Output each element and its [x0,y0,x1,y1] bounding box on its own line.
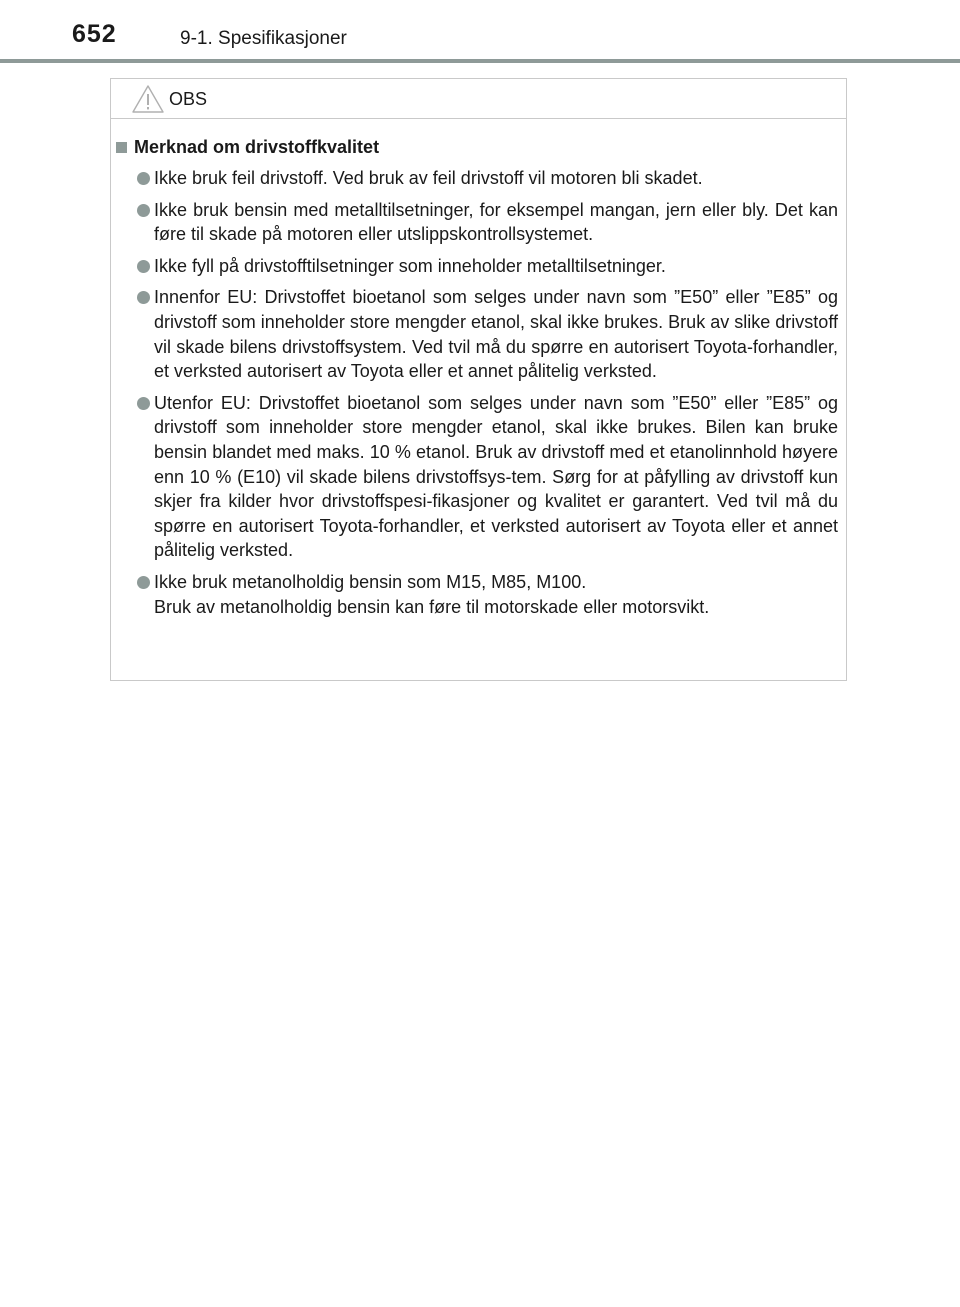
round-bullet-icon [137,576,150,589]
round-bullet-icon [137,291,150,304]
list-item [111,285,846,383]
page-number: 652 [72,20,117,48]
notice-body [111,135,846,619]
list-item [111,198,846,247]
list-item-text: Ikke bruk bensin med metalltilsetninger, for eksempel mangan, jern eller bly. Det kan føre til skade på motoren eller utslippskontrollsystemet. [154,199,838,245]
list-item [111,391,846,563]
notice-title: OBS [169,89,208,109]
notice-list [111,166,846,619]
page-header [0,0,960,64]
list-item-text: Ikke bruk metanolholdig bensin som M15, M85, M100. [154,571,587,592]
list-item-text: Innenfor EU: Drivstoffet bioetanol som selges under navn som ”E50” eller ”E85” og drivstoff som inneholder store mengder etanol, skal ikke brukes. Bruk av slike drivstoff vil skade bilens drivstoffsystem. Ved tvil må du spørre en autorisert Toyota-forhandler, et verksted autorisert av Toyota eller et annet pålitelig verksted. [154,287,838,382]
round-bullet-icon [137,172,150,185]
list-item [111,166,846,191]
square-bullet-icon [116,142,127,153]
round-bullet-icon [137,204,150,217]
subheading-text: Merknad om drivstoffkvalitet [134,137,380,157]
list-item [111,254,846,279]
warning-triangle-icon [131,84,165,114]
list-item-text-continuation: Bruk av metanolholdig bensin kan føre til motorskade eller motorsvikt. [154,596,710,617]
notice-subheading [116,135,846,159]
notice-box [110,78,847,681]
list-item-text: Ikke fyll på drivstofftilsetninger som inneholder metalltilsetninger. [154,255,666,276]
list-item-text: Ikke bruk feil drivstoff. Ved bruk av feil drivstoff vil motoren bli skadet. [154,168,703,188]
notice-header [111,79,846,119]
list-item-text: Utenfor EU: Drivstoffet bioetanol som selges under navn som ”E50” eller ”E85” og drivstoff som inneholder store mengder etanol, skal ikke brukes. Bilen kan bruke bensin blandet med maks. 10 % etanol. Bruk av drivstoff med et etanolinnhold høyere enn 10 % (E10) vil skade bilens drivstoffsys-tem. Sørg for at påfylling av drivstoff kun skjer fra kilder hvor drivstoffspesi-fikasjoner og kvalitet er garantert. Ved tvil må du spørre en autorisert Toyota-forhandler, et verksted autorisert av Toyota eller et annet pålitelig verksted. [154,392,838,561]
list-item [111,570,846,619]
section-title: 9-1. Spesifikasjoner [180,28,347,49]
header-rule [0,59,960,63]
round-bullet-icon [137,397,150,410]
round-bullet-icon [137,260,150,273]
